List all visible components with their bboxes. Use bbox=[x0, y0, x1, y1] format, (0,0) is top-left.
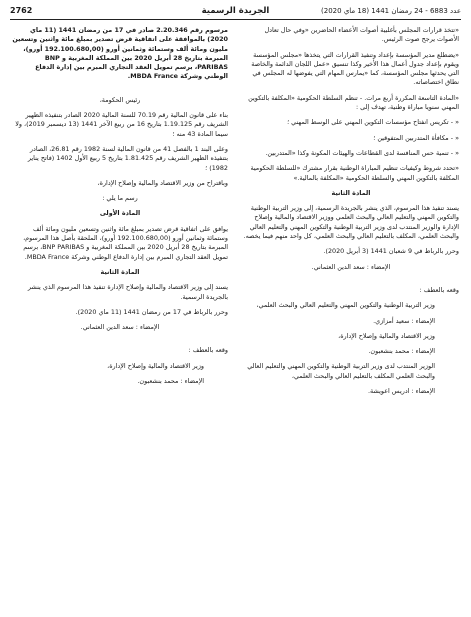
article-heading: المادة الثانية bbox=[331, 188, 371, 197]
date-line: وحرر بالرباط في 9 شعبان 1441 (3 أبريل 2020). bbox=[323, 247, 459, 256]
issue-info: عدد 6883 - 24 رمضان 1441 (18 ماي 2020) bbox=[321, 7, 461, 15]
page-number: 2762 bbox=[10, 6, 33, 15]
minister-role: وزير الاقتصاد والمالية وإصلاح الإدارة، bbox=[107, 361, 204, 370]
date-line: وحرر بالرباط في 17 من رمضان 1441 (11 ماي 2020). bbox=[75, 307, 228, 316]
countersignatures bbox=[243, 301, 459, 396]
gazette-title: الجريدة الرسمية bbox=[201, 6, 270, 16]
issuer-line: رئيس الحكومة، bbox=[99, 95, 141, 104]
paragraph: «تحدد شروط وكيفيات تنظيم المباراة الوطنية بقرار مشترك «للسلطة الحكومية المكلفة بالتكوين المهني والسلطة الحكومية «المكلفة بالمالية.» bbox=[250, 164, 459, 182]
article-heading: المادة الأولى bbox=[99, 209, 141, 218]
countersigned-label: وقعه بالعطف : bbox=[188, 346, 228, 355]
paragraph: «يضطلع مدير المؤسسة بإعداد وتنفيذ القرارات التي يتخذها «مجلس المؤسسة ويقوم بإعداد جدول أعمال هذا الأخير وكذا تنسيق «عمل اللجان الدائمة والخاصة التي يحدثها مجلس المؤسسة، كما «يمارس المهام التي يفوضها له المجلس في نطاق اختصاصاته. bbox=[251, 50, 459, 87]
paragraph: وباقتراح من وزير الاقتصاد والمالية وإصلاح الإدارة، bbox=[97, 178, 228, 187]
paragraph: بناء على قانون المالية رقم 70.19 للسنة المالية 2020 الصادر بتنفيذه الظهير الشريف رقم 1.19.125 بتاريخ 16 من ربيع الآخر 1441 (13 ديسمبر 2019)، ولا سيما المادة 43 منه ؛ bbox=[15, 111, 228, 138]
header-rule bbox=[10, 19, 461, 20]
list-item: « - تكريس انفتاح مؤسسات التكوين المهني على الوسط المهني ؛ bbox=[287, 118, 459, 127]
minister-signature: الإمضاء : ادريس اعويشة. bbox=[367, 387, 435, 396]
minister-role: وزير الاقتصاد والمالية وإصلاح الإدارة، bbox=[338, 331, 435, 340]
paragraph: يوافق على اتفاقية قرض تصدير بمبلغ مائة واثنين وتسعين مليون ومائة ألف وستمائة وثمانين أورو (192.100.680,00 أورو)، الملحقة بأصل هذا المرسوم، المبرمة بتاريخ 28 أبريل 2020 بين المملكة المغربية و BNP PARIBAS، برسم تمويل العقد التجاري المبرم بين إدارة الدفاع الوطني وشركة MBDA France. bbox=[23, 224, 228, 261]
countersignatures bbox=[12, 362, 228, 387]
paragraph: «المادة التاسعة المكررة أربع مرات. - تنظم السلطة الحكومية «المكلفة بالتكوين المهني سنويا مباراة وطنية، تهدف إلى : bbox=[248, 93, 459, 112]
right-column bbox=[243, 26, 459, 402]
article-heading: المادة الثانية bbox=[100, 267, 140, 276]
list-item: « - تنمية حس المنافسة لدى القطاعات والهيئات المكونة وكذا «المتدربين. bbox=[265, 148, 459, 157]
signature: الإمضاء : سعد الدين العثماني. bbox=[311, 262, 391, 271]
minister-role: وزير التربية الوطنية والتكوين المهني والتعليم العالي والبحث العلمي، bbox=[256, 301, 435, 310]
list-item: « - مكافأة المتدربين المتفوقين ؛ bbox=[373, 133, 459, 142]
signature: الإمضاء : سعد الدين العثماني. bbox=[80, 323, 160, 332]
left-column bbox=[12, 26, 228, 392]
minister-signature: الإمضاء : سعيد أمزازي. bbox=[373, 316, 435, 325]
paragraph: وعلى البند 1 بالفصل 41 من قانون المالية لسنة 1982 رقم 26.81، الصادر بتنفيذه الظهير الشريف رقم 1.81.425 بتاريخ 5 ربيع الأول 1402 (فاتح يناير 1982) ؛ bbox=[27, 144, 228, 172]
minister-signature: الإمضاء : محمد بنشعبون. bbox=[368, 347, 435, 356]
minister-role: الوزير المنتدب لدى وزير التربية الوطنية والتكوين المهني والتعليم العالي والبحث العلمي المكلف بالتعليم العالي والبحث العلمي، bbox=[247, 362, 435, 380]
paragraph: «تتخذ قرارات المجلس بأغلبية أصوات الأعضاء الحاضرين «وفي حال تعادل الأصوات يرجح صوت الرئيس. bbox=[264, 26, 459, 44]
decree-title: مرسوم رقم 2.20.346 صادر في 17 من رمضان 1441 (11 ماي 2020) بالموافقة على اتفاقية قرض تصدير بمبلغ مائة واثنين وتسعين مليون ومائة ألف وستمائة وثمانين أورو (192.100.680,00 أورو)، المبرمة بتاريخ 28 أبريل 2020 بين المملكة المغربية و BNP PARIBAS، برسم تمويل العقد التجاري المبرم بين إدارة الدفاع الوطني وشركة MBDA France. bbox=[12, 26, 228, 81]
countersigned-label: وقعه بالعطف : bbox=[419, 285, 459, 294]
minister-signature: الإمضاء : محمد بنشعبون. bbox=[137, 377, 204, 386]
paragraph: يسند إلى وزير الاقتصاد والمالية وإصلاح الإدارة تنفيذ هذا المرسوم الذي ينشر بالجريدة الرسمية. bbox=[27, 283, 228, 301]
paragraph: يسند تنفيذ هذا المرسوم، الذي ينشر بالجريدة الرسمية، إلى وزير التربية الوطنية والتكوين المهني والتعليم العالي والبحث العلمي ووزير الاقتصاد والمالية وإصلاح الإدارة والوزير المنتدب لدى وزير التربية الوطنية والتكوين المهني والتعليم العالي والبحث العلمي، المكلف بالتعليم العالي والبحث العلمي، كل واحد منهم فيما يخصه. bbox=[243, 204, 459, 241]
decrees-line: رسم ما يلي : bbox=[102, 194, 138, 203]
page-header bbox=[10, 4, 461, 18]
